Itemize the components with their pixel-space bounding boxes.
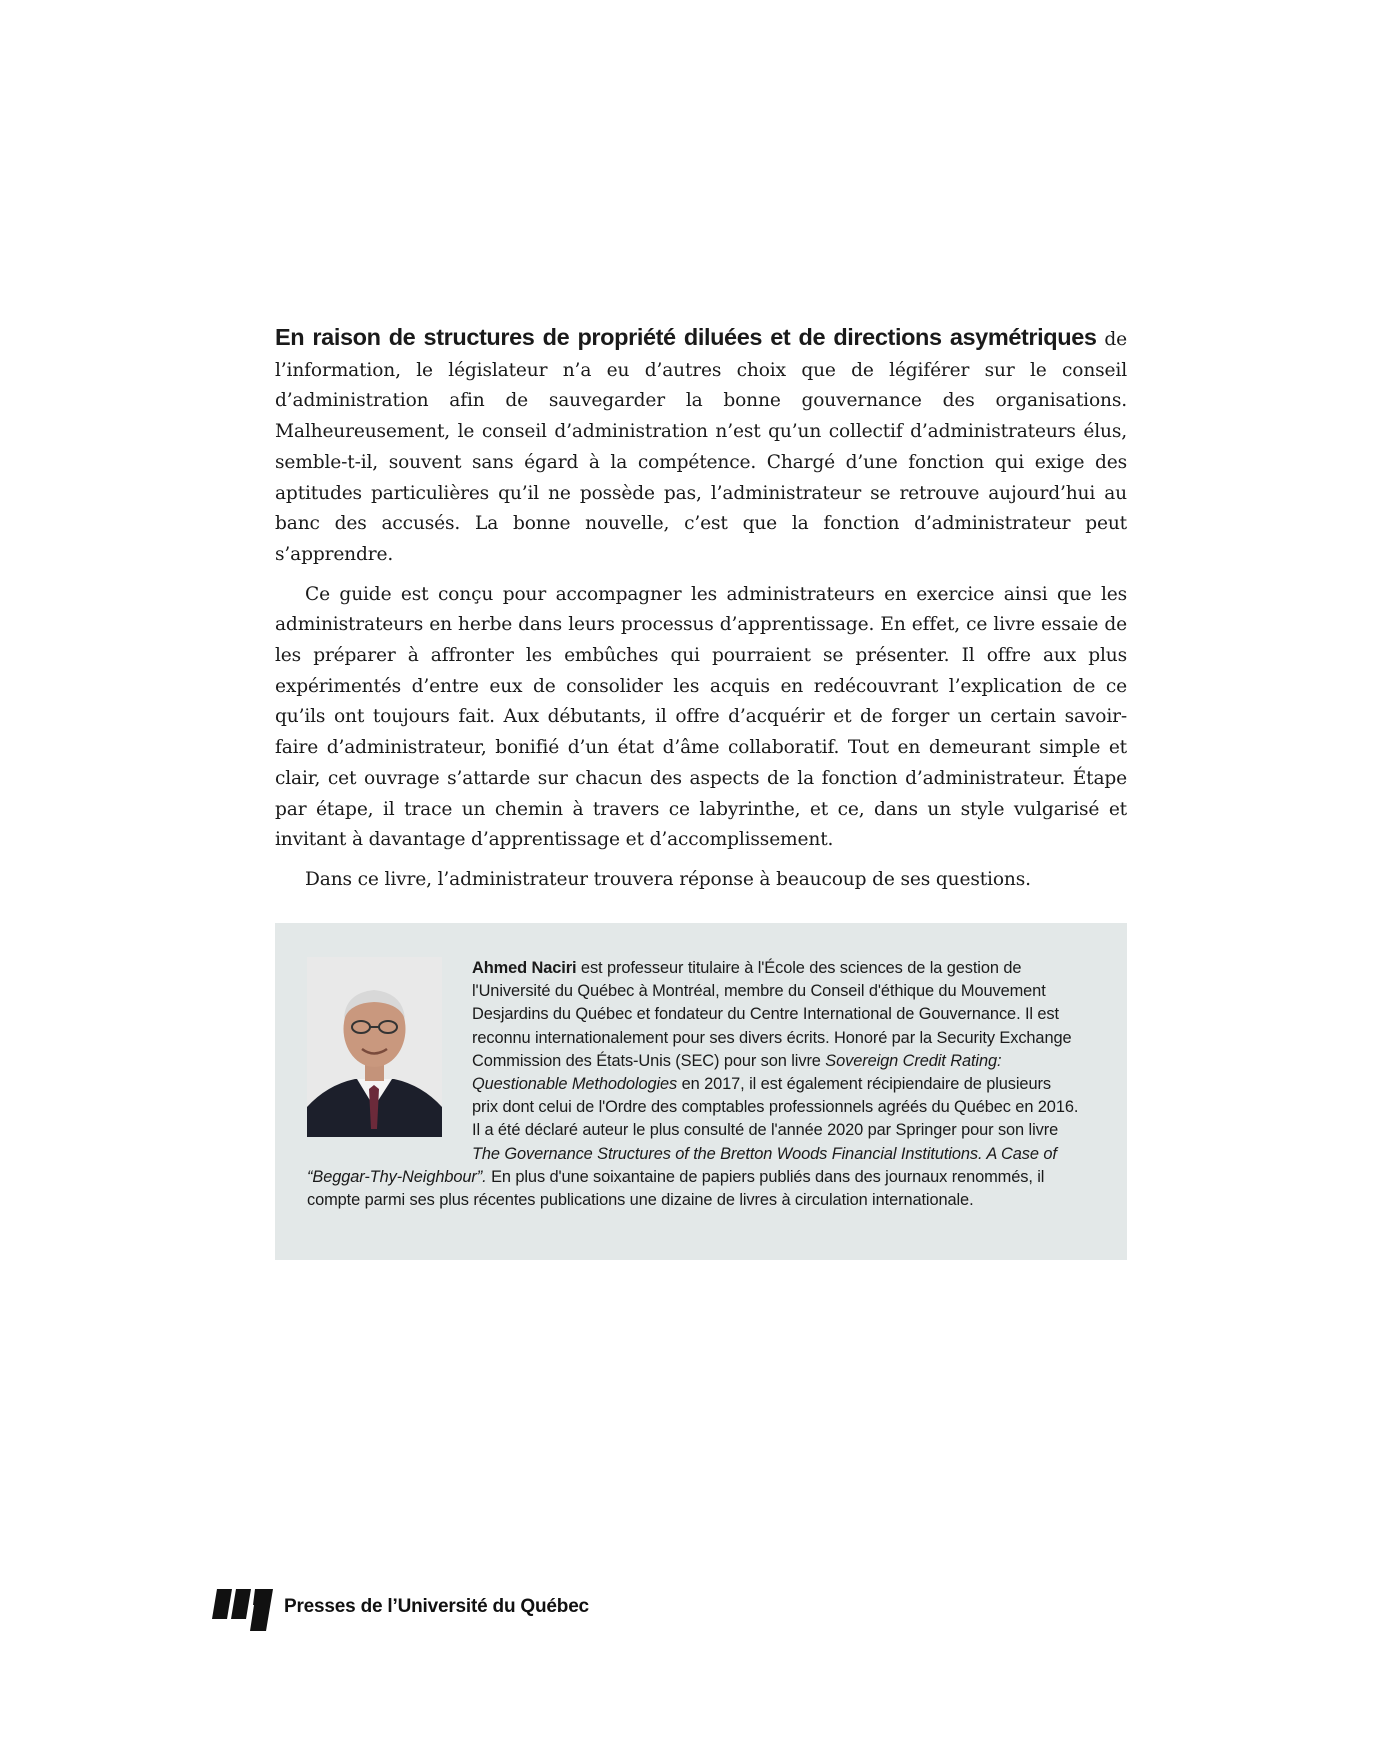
- author-photo: [307, 957, 442, 1137]
- publisher-name: Presses de l’Université du Québec: [284, 1596, 589, 1617]
- author-portrait-icon: [307, 957, 442, 1137]
- author-bio-box: [275, 923, 1127, 1260]
- bio-text-2: en 2017, il est également récipiendaire de plusieurs prix dont celui de l'Ordre des comptables professionnels agréés du Québec en 2016. Il a été déclaré auteur le plus consulté de l'année 2020 par Springer pour son livre: [472, 1075, 1079, 1140]
- book-title-2: The Governance Structures of the Bretton Woods Financial Institutions. A Case of “Beggar-Thy-Neighbour”.: [307, 1144, 1057, 1186]
- intro-paragraph-1-text: de l’information, le législateur n’a eu d’autres choix que de légiférer sur le conseil d’administration afin de sauvegarder la bonne gouvernance des organisations. Malheureusement, le conseil d’administration n’est qu’un collectif d’administrateurs élus, semble-t-il, souvent sans égard à la compétence. Chargé d’une fonction qui exige des aptitudes particulières qu’il ne possède pas, l’administrateur se retrouve aujourd’hui au banc des accusés. La bonne nouvelle, c’est que la fonction d’administrateur peut s’apprendre.: [275, 329, 1127, 565]
- intro-paragraph-2: Ce guide est conçu pour accompagner les administrateurs en exercice ainsi que les administrateurs en herbe dans leurs processus d’apprentissage. En effet, ce livre essaie de les préparer à affronter les embûches qui pourraient se présenter. Il offre aux plus expérimentés d’entre eux de consolider les acquis en redécouvrant l’explication de ce qu’ils ont toujours fait. Aux débutants, il offre d’acquérir et de forger un certain savoir-faire d’administrateur, bonifié d’un état d’âme collaboratif. Tout en demeurant simple et clair, cet ouvrage s’attarde sur chacun des aspects de la fonction d’administrateur. Étape par étape, il trace un chemin à travers ce labyrinthe, et ce, dans un style vulgarisé et invitant à davantage d’apprentissage et d’accomplissement.: [275, 583, 1127, 851]
- intro-paragraph-1: [275, 322, 1127, 571]
- bio-text-1: est professeur titulaire à l'École des sciences de la gestion de l'Université du Québec à Montréal, membre du Conseil d'éthique du Mouvement Desjardins du Québec et fondateur du Centre International de Gouvernance. Il est reconnu internationalement pour ses divers écrits. Honoré par la Security Exchange Commission des États-Unis (SEC) pour son livre: [472, 959, 1072, 1070]
- intro-paragraph-3: Dans ce livre, l’administrateur trouvera réponse à beaucoup de ses questions.: [305, 868, 1031, 890]
- bio-text-3: En plus d'une soixantaine de papiers publiés dans des journaux renommés, il compte parmi ses plus récentes publications une dizaine de livres à circulation internationale.: [307, 1167, 1045, 1210]
- publisher-footer: [212, 1583, 589, 1631]
- book-title-1: Sovereign Credit Rating: Questionable Methodologies: [472, 1051, 1002, 1094]
- puq-logo-icon: [212, 1583, 278, 1631]
- back-cover-text: [275, 322, 1127, 896]
- author-name: Ahmed Naciri: [472, 959, 577, 977]
- intro-lead: En raison de structures de propriété diluées et de directions asymétriques: [275, 324, 1097, 350]
